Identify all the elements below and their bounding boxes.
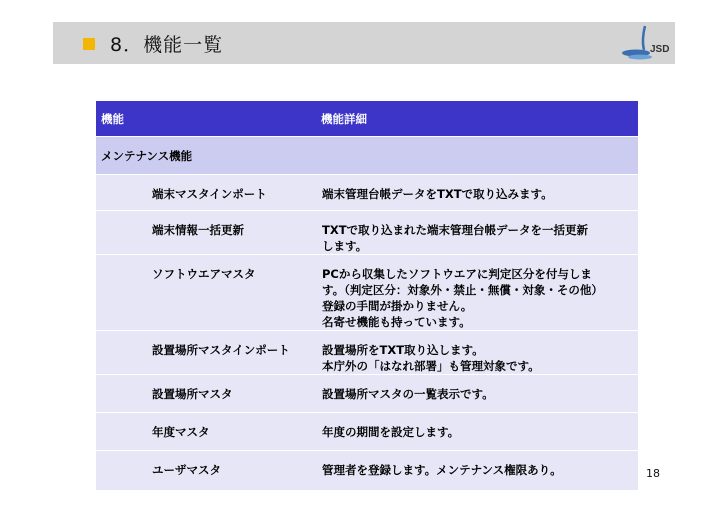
category-detail-cell xyxy=(316,137,638,175)
table-row xyxy=(96,255,638,331)
function-detail xyxy=(316,413,638,451)
function-name: 年度マスタ xyxy=(146,413,316,451)
detail-line: 本庁外の「はなれ部署」も管理対象です。 xyxy=(322,359,540,373)
row-indent-cell xyxy=(96,375,146,413)
slide-title: 8．機能一覧 xyxy=(110,34,224,56)
header-function-detail: 機能詳細 xyxy=(316,101,638,137)
function-detail xyxy=(316,255,638,331)
row-indent-cell xyxy=(96,175,146,211)
category-label: メンテナンス機能 xyxy=(96,137,316,175)
detail-line: 管理者を登録します。メンテナンス権限あり。 xyxy=(322,463,562,477)
function-name: 端末情報一括更新 xyxy=(146,211,316,255)
jsd-logo-icon xyxy=(618,24,678,62)
detail-line: します。 xyxy=(322,239,368,253)
detail-line: 登録の手間が掛かりません。 xyxy=(322,299,473,313)
table-row xyxy=(96,375,638,413)
table-row xyxy=(96,331,638,375)
function-name: 端末マスタインポート xyxy=(146,175,316,211)
table-row xyxy=(96,211,638,255)
detail-line: 設置場所マスタの一覧表示です。 xyxy=(322,387,494,401)
detail-line: TXTで取り込まれた端末管理台帳データを一括更新 xyxy=(322,223,589,237)
detail-line: PCから収集したソフトウエアに判定区分を付与しま xyxy=(322,267,592,281)
detail-line: 設置場所をTXT取り込します。 xyxy=(322,343,484,357)
detail-line: 端末管理台帳データをTXTで取り込みます。 xyxy=(322,187,553,201)
detail-line: 名寄せ機能も持っています。 xyxy=(322,315,471,329)
category-row xyxy=(96,137,638,175)
table-header-row xyxy=(96,101,638,137)
function-table xyxy=(96,101,638,490)
row-indent-cell xyxy=(96,255,146,331)
header-function: 機能 xyxy=(96,101,316,137)
detail-line: す。（判定区分：対象外・禁止・無償・対象・その他） xyxy=(322,283,603,297)
page-number: 18 xyxy=(646,467,660,480)
function-detail xyxy=(316,175,638,211)
table-row xyxy=(96,413,638,451)
function-name: 設置場所マスタインポート xyxy=(146,331,316,375)
detail-line: 年度の期間を設定します。 xyxy=(322,425,460,439)
row-indent-cell xyxy=(96,413,146,451)
table-row xyxy=(96,451,638,490)
header-accent-square xyxy=(83,38,95,50)
table-row xyxy=(96,175,638,211)
logo-text: JSD xyxy=(650,44,670,55)
function-name: ユーザマスタ xyxy=(146,451,316,490)
function-detail xyxy=(316,451,638,490)
row-indent-cell xyxy=(96,331,146,375)
row-indent-cell xyxy=(96,451,146,490)
function-detail xyxy=(316,331,638,375)
function-detail xyxy=(316,375,638,413)
function-name: 設置場所マスタ xyxy=(146,375,316,413)
row-indent-cell xyxy=(96,211,146,255)
function-detail xyxy=(316,211,638,255)
function-name: ソフトウエアマスタ xyxy=(146,255,316,331)
